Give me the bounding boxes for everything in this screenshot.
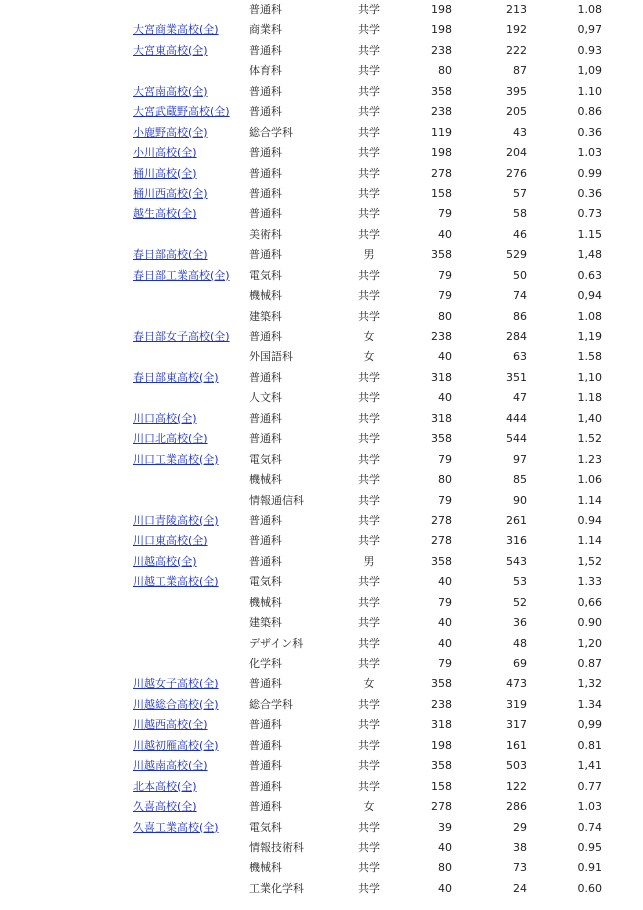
department-cell: 総合学科 (249, 697, 293, 711)
table-row (0, 593, 643, 613)
table-row (0, 654, 643, 674)
school-link[interactable]: 川越初雁高校(全) (133, 738, 219, 752)
ratio-cell: 0,97 (577, 23, 602, 37)
department-cell: 機械科 (249, 861, 282, 875)
school-link[interactable]: 春日部工業高校(全) (133, 268, 230, 282)
table-row (0, 204, 643, 224)
gender-cell: 共学 (358, 166, 380, 180)
ratio-cell: 0.36 (577, 186, 602, 200)
ratio-cell: 1.34 (577, 697, 602, 711)
department-cell: 電気科 (249, 452, 282, 466)
school-link[interactable]: 川口北高校(全) (133, 432, 208, 446)
capacity-cell: 79 (438, 657, 452, 670)
table-row (0, 572, 643, 592)
applicants-cell: 503 (506, 759, 527, 773)
applicants-cell: 286 (506, 800, 527, 814)
ratio-cell: 1.03 (577, 146, 602, 160)
department-cell: 電気科 (249, 820, 282, 834)
school-link[interactable]: 川口工業高校(全) (133, 452, 219, 466)
school-link[interactable]: 川口東高校(全) (133, 534, 208, 548)
ratio-cell: 1.03 (577, 800, 602, 814)
gender-cell: 共学 (358, 146, 380, 160)
school-link[interactable]: 北本高校(全) (133, 779, 197, 793)
applicants-cell: 205 (506, 105, 527, 119)
gender-cell: 共学 (358, 779, 380, 793)
gender-cell: 共学 (358, 697, 380, 711)
table-row (0, 82, 643, 102)
ratio-cell: 0.81 (577, 738, 602, 752)
gender-cell: 共学 (358, 125, 380, 139)
gender-cell: 共学 (358, 534, 380, 548)
department-cell: 普通科 (249, 166, 282, 180)
ratio-cell: 1,48 (577, 248, 602, 262)
table-row (0, 838, 643, 858)
capacity-cell: 238 (431, 697, 452, 711)
capacity-cell: 79 (438, 207, 452, 221)
applicants-cell: 38 (513, 840, 527, 854)
table-row (0, 307, 643, 327)
ratio-cell: 1,10 (577, 370, 602, 384)
capacity-cell: 278 (431, 534, 452, 548)
capacity-cell: 358 (431, 84, 452, 98)
capacity-cell: 318 (431, 370, 452, 384)
table-row (0, 368, 643, 388)
school-link[interactable]: 小鹿野高校(全) (133, 125, 208, 139)
capacity-cell: 158 (431, 779, 452, 793)
capacity-cell: 79 (438, 595, 452, 609)
ratio-cell: 1.23 (577, 452, 602, 466)
applicants-cell: 161 (506, 738, 527, 752)
applicants-cell: 58 (513, 207, 527, 221)
gender-cell: 共学 (358, 411, 380, 425)
gender-cell: 共学 (358, 820, 380, 834)
school-link[interactable]: 桶川西高校(全) (133, 186, 208, 200)
department-cell: 美術科 (249, 227, 282, 241)
table-row (0, 164, 643, 184)
school-link[interactable]: 川越南高校(全) (133, 759, 208, 773)
gender-cell: 共学 (358, 840, 380, 854)
table-row (0, 450, 643, 470)
table-row (0, 491, 643, 511)
table-row (0, 225, 643, 245)
applicants-cell: 317 (506, 718, 527, 732)
applicants-cell: 276 (506, 166, 527, 180)
capacity-cell: 80 (438, 64, 452, 78)
table-row (0, 266, 643, 286)
applicants-cell: 90 (513, 493, 527, 507)
gender-cell: 共学 (358, 657, 380, 670)
applicants-cell: 69 (513, 657, 527, 670)
capacity-cell: 40 (438, 350, 452, 364)
gender-cell: 共学 (358, 309, 380, 323)
table-row (0, 20, 643, 40)
department-cell: 普通科 (249, 800, 282, 814)
applicants-cell: 122 (506, 779, 527, 793)
department-cell: 普通科 (249, 186, 282, 200)
applicants-cell: 192 (506, 23, 527, 37)
applicants-cell: 24 (513, 881, 527, 895)
ratio-cell: 0.95 (577, 840, 602, 854)
applicants-cell: 544 (506, 432, 527, 446)
table-row (0, 347, 643, 367)
gender-cell: 共学 (358, 227, 380, 241)
table-row (0, 61, 643, 81)
ratio-cell: 1.10 (577, 84, 602, 98)
gender-cell: 共学 (358, 432, 380, 446)
table-row (0, 531, 643, 551)
table-row (0, 797, 643, 817)
school-link[interactable]: 久喜高校(全) (133, 800, 197, 814)
ratio-cell: 0.77 (577, 779, 602, 793)
table-row (0, 470, 643, 490)
capacity-cell: 198 (431, 3, 452, 16)
table-row (0, 736, 643, 756)
applicants-cell: 261 (506, 513, 527, 527)
capacity-cell: 40 (438, 227, 452, 241)
table-row (0, 858, 643, 878)
school-link[interactable]: 川越総合高校(全) (133, 697, 219, 711)
ratio-cell: 1.14 (577, 493, 602, 507)
applicants-cell: 57 (513, 186, 527, 200)
capacity-cell: 278 (431, 513, 452, 527)
department-cell: 普通科 (249, 432, 282, 446)
capacity-cell: 358 (431, 759, 452, 773)
ratio-cell: 0.60 (577, 881, 602, 895)
table-row (0, 245, 643, 265)
capacity-cell: 119 (431, 125, 452, 139)
applicants-cell: 222 (506, 43, 527, 57)
applicants-cell: 213 (506, 3, 527, 16)
department-cell: 普通科 (249, 3, 282, 16)
ratio-cell: 0.94 (577, 513, 602, 527)
department-cell: 普通科 (249, 738, 282, 752)
capacity-cell: 358 (431, 677, 452, 691)
applicants-cell: 97 (513, 452, 527, 466)
capacity-cell: 238 (431, 105, 452, 119)
department-cell: 建築科 (249, 616, 282, 630)
gender-cell: 共学 (358, 759, 380, 773)
ratio-cell: 0.86 (577, 105, 602, 119)
applicants-cell: 53 (513, 575, 527, 589)
applicants-cell: 316 (506, 534, 527, 548)
department-cell: 普通科 (249, 677, 282, 691)
applicants-cell: 50 (513, 268, 527, 282)
gender-cell: 共学 (358, 186, 380, 200)
ratio-cell: 1,52 (577, 554, 602, 568)
department-cell: 体育科 (249, 64, 282, 78)
capacity-cell: 40 (438, 840, 452, 854)
ratio-cell: 1.08 (577, 309, 602, 323)
table-row (0, 388, 643, 408)
gender-cell: 女 (363, 330, 375, 343)
table-row (0, 0, 643, 20)
ratio-cell: 1.08 (577, 3, 602, 16)
gender-cell: 共学 (358, 881, 380, 895)
gender-cell: 共学 (358, 3, 380, 16)
applicants-cell: 444 (506, 411, 527, 425)
applicants-cell: 29 (513, 820, 527, 834)
gender-cell: 共学 (358, 861, 380, 875)
capacity-cell: 79 (438, 493, 452, 507)
gender-cell: 女 (363, 350, 375, 364)
department-cell: 普通科 (249, 146, 282, 160)
capacity-cell: 358 (431, 432, 452, 446)
gender-cell: 女 (363, 677, 375, 691)
table-row (0, 327, 643, 347)
applicants-cell: 284 (506, 330, 527, 343)
gender-cell: 共学 (358, 23, 380, 37)
ratio-cell: 0.74 (577, 820, 602, 834)
school-link[interactable]: 川越高校(全) (133, 554, 197, 568)
school-link[interactable]: 小川高校(全) (133, 146, 197, 160)
ratio-cell: 1,32 (577, 677, 602, 691)
applicants-cell: 87 (513, 64, 527, 78)
ratio-cell: 0.87 (577, 657, 602, 670)
table-row (0, 777, 643, 797)
department-cell: 普通科 (249, 330, 282, 343)
applicants-cell: 73 (513, 861, 527, 875)
table-row (0, 756, 643, 776)
department-cell: 情報技術科 (249, 840, 304, 854)
ratio-cell: 1,19 (577, 330, 602, 343)
applicants-cell: 43 (513, 125, 527, 139)
school-link[interactable]: 越生高校(全) (133, 207, 197, 221)
gender-cell: 共学 (358, 391, 380, 405)
ratio-cell: 1.58 (577, 350, 602, 364)
department-cell: 化学科 (249, 657, 282, 670)
school-link[interactable]: 大宮武蔵野高校(全) (133, 105, 230, 119)
capacity-cell: 39 (438, 820, 452, 834)
department-cell: 普通科 (249, 207, 282, 221)
ratio-cell: 0.99 (577, 166, 602, 180)
capacity-cell: 158 (431, 186, 452, 200)
table-row (0, 409, 643, 429)
applicants-cell: 85 (513, 473, 527, 487)
department-cell: 電気科 (249, 268, 282, 282)
ratio-cell: 0,66 (577, 595, 602, 609)
department-cell: 普通科 (249, 411, 282, 425)
gender-cell: 共学 (358, 513, 380, 527)
gender-cell: 共学 (358, 268, 380, 282)
table-row (0, 879, 643, 899)
gender-cell: 共学 (358, 493, 380, 507)
gender-cell: 男 (363, 554, 375, 568)
gender-cell: 共学 (358, 738, 380, 752)
school-link[interactable]: 川越女子高校(全) (133, 677, 219, 691)
applicants-cell: 74 (513, 289, 527, 303)
gender-cell: 共学 (358, 616, 380, 630)
school-link[interactable]: 川越西高校(全) (133, 718, 208, 732)
table-row (0, 429, 643, 449)
table-row (0, 102, 643, 122)
capacity-cell: 40 (438, 616, 452, 630)
school-link[interactable]: 大宮南高校(全) (133, 84, 208, 98)
gender-cell: 共学 (358, 289, 380, 303)
table-row (0, 552, 643, 572)
department-cell: 工業化学科 (249, 881, 304, 895)
department-cell: 機械科 (249, 473, 282, 487)
ratio-cell: 0,94 (577, 289, 602, 303)
ratio-cell: 0.36 (577, 125, 602, 139)
school-link[interactable]: 大宮東高校(全) (133, 43, 208, 57)
department-cell: 普通科 (249, 370, 282, 384)
applicants-cell: 351 (506, 370, 527, 384)
gender-cell: 共学 (358, 207, 380, 221)
table-row (0, 715, 643, 735)
capacity-cell: 198 (431, 23, 452, 37)
department-cell: 電気科 (249, 575, 282, 589)
applicants-cell: 86 (513, 309, 527, 323)
applicants-cell: 529 (506, 248, 527, 262)
gender-cell: 男 (363, 248, 375, 262)
department-cell: 普通科 (249, 248, 282, 262)
department-cell: 外国語科 (249, 350, 293, 364)
department-cell: 普通科 (249, 534, 282, 548)
ratio-cell: 1,20 (577, 636, 602, 650)
ratio-cell: 0,99 (577, 718, 602, 732)
applicants-cell: 473 (506, 677, 527, 691)
capacity-cell: 278 (431, 800, 452, 814)
ratio-cell: 0.93 (577, 43, 602, 57)
school-link[interactable]: 桶川高校(全) (133, 166, 197, 180)
applicants-cell: 46 (513, 227, 527, 241)
ratio-cell: 0.90 (577, 616, 602, 630)
capacity-cell: 80 (438, 861, 452, 875)
ratio-cell: 1,40 (577, 411, 602, 425)
department-cell: 普通科 (249, 759, 282, 773)
capacity-cell: 40 (438, 391, 452, 405)
table-row (0, 674, 643, 694)
department-cell: 普通科 (249, 105, 282, 119)
ratio-cell: 1.52 (577, 432, 602, 446)
table-row (0, 41, 643, 61)
applicants-cell: 319 (506, 697, 527, 711)
department-cell: 総合学科 (249, 125, 293, 139)
capacity-cell: 79 (438, 289, 452, 303)
capacity-cell: 40 (438, 575, 452, 589)
gender-cell: 共学 (358, 370, 380, 384)
capacity-cell: 358 (431, 554, 452, 568)
ratio-cell: 1.15 (577, 227, 602, 241)
school-link[interactable]: 川口青陵高校(全) (133, 513, 219, 527)
ratio-cell: 0.63 (577, 268, 602, 282)
applicants-cell: 52 (513, 595, 527, 609)
gender-cell: 共学 (358, 595, 380, 609)
table-row (0, 695, 643, 715)
school-link[interactable]: 春日部東高校(全) (133, 370, 219, 384)
table-row (0, 286, 643, 306)
applicants-cell: 204 (506, 146, 527, 160)
department-cell: 機械科 (249, 289, 282, 303)
capacity-cell: 198 (431, 738, 452, 752)
school-link[interactable]: 春日部高校(全) (133, 248, 208, 262)
capacity-cell: 318 (431, 718, 452, 732)
gender-cell: 共学 (358, 718, 380, 732)
gender-cell: 共学 (358, 64, 380, 78)
applicants-cell: 47 (513, 391, 527, 405)
department-cell: デザイン科 (249, 636, 304, 650)
department-cell: 普通科 (249, 779, 282, 793)
gender-cell: 共学 (358, 575, 380, 589)
capacity-cell: 358 (431, 248, 452, 262)
applicants-cell: 63 (513, 350, 527, 364)
table-row (0, 613, 643, 633)
school-link[interactable]: 川越工業高校(全) (133, 575, 219, 589)
department-cell: 機械科 (249, 595, 282, 609)
capacity-cell: 238 (431, 330, 452, 343)
capacity-cell: 79 (438, 268, 452, 282)
table-row (0, 143, 643, 163)
applicants-cell: 48 (513, 636, 527, 650)
ratio-cell: 1.14 (577, 534, 602, 548)
capacity-cell: 40 (438, 636, 452, 650)
applicants-cell: 395 (506, 84, 527, 98)
capacity-cell: 79 (438, 452, 452, 466)
capacity-cell: 318 (431, 411, 452, 425)
gender-cell: 共学 (358, 636, 380, 650)
ratio-cell: 1,09 (577, 64, 602, 78)
capacity-cell: 198 (431, 146, 452, 160)
gender-cell: 共学 (358, 105, 380, 119)
ratio-cell: 1,41 (577, 759, 602, 773)
capacity-cell: 80 (438, 309, 452, 323)
department-cell: 人文科 (249, 391, 282, 405)
department-cell: 普通科 (249, 513, 282, 527)
department-cell: 普通科 (249, 43, 282, 57)
table-row (0, 818, 643, 838)
ratio-cell: 1.06 (577, 473, 602, 487)
school-link[interactable]: 春日部女子高校(全) (133, 330, 230, 343)
applicants-cell: 543 (506, 554, 527, 568)
department-cell: 普通科 (249, 554, 282, 568)
school-link[interactable]: 川口高校(全) (133, 411, 197, 425)
capacity-cell: 278 (431, 166, 452, 180)
department-cell: 商業科 (249, 23, 282, 37)
gender-cell: 共学 (358, 473, 380, 487)
ratio-cell: 1.33 (577, 575, 602, 589)
ratio-cell: 0.91 (577, 861, 602, 875)
department-cell: 普通科 (249, 84, 282, 98)
ratio-cell: 0.73 (577, 207, 602, 221)
gender-cell: 共学 (358, 43, 380, 57)
department-cell: 情報通信科 (249, 493, 304, 507)
ratio-cell: 1.18 (577, 391, 602, 405)
applicants-cell: 36 (513, 616, 527, 630)
table-row (0, 184, 643, 204)
school-link[interactable]: 大宮商業高校(全) (133, 23, 219, 37)
capacity-cell: 40 (438, 881, 452, 895)
gender-cell: 共学 (358, 452, 380, 466)
department-cell: 普通科 (249, 718, 282, 732)
capacity-cell: 80 (438, 473, 452, 487)
department-cell: 建築科 (249, 309, 282, 323)
gender-cell: 共学 (358, 84, 380, 98)
table-row (0, 511, 643, 531)
table-row (0, 123, 643, 143)
gender-cell: 女 (363, 800, 375, 814)
table-row (0, 634, 643, 654)
capacity-cell: 238 (431, 43, 452, 57)
school-link[interactable]: 久喜工業高校(全) (133, 820, 219, 834)
